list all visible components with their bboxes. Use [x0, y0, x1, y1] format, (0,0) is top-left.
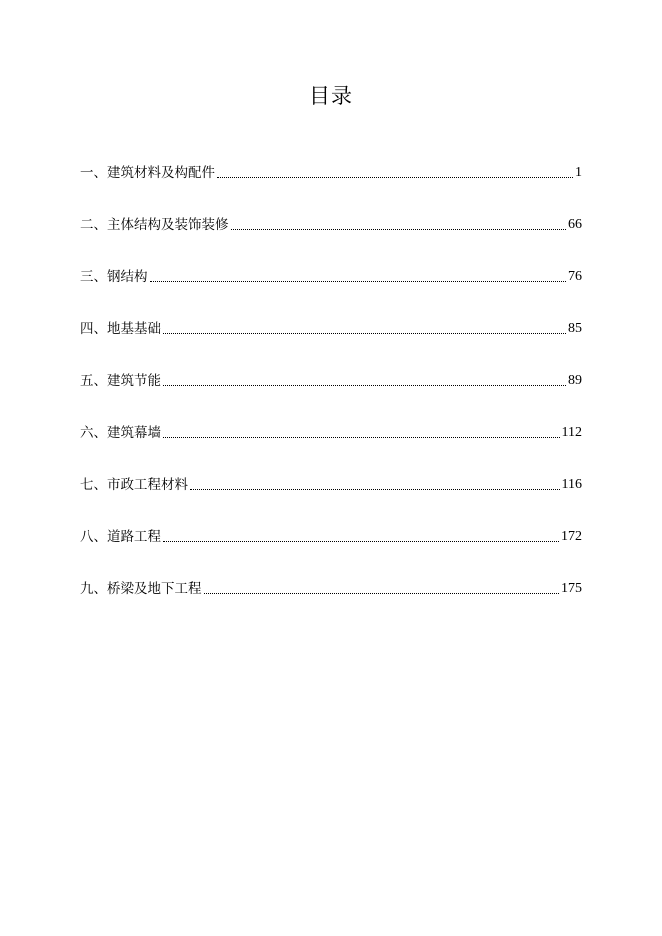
- toc-dot-leader: [204, 592, 560, 594]
- toc-page-number: 172: [561, 529, 582, 544]
- page-title: 目录: [309, 84, 353, 108]
- toc-page-number: 116: [561, 477, 582, 492]
- toc-entry-label: 二、主体结构及装饰装修: [80, 217, 229, 233]
- toc-dot-leader: [163, 384, 566, 386]
- toc-dot-leader: [150, 280, 567, 282]
- toc-page-number: 112: [561, 425, 582, 440]
- toc-entry-label: 五、建筑节能: [80, 373, 161, 389]
- toc-entry-road-engineering[interactable]: [80, 527, 582, 547]
- toc-entry-foundation[interactable]: [80, 319, 582, 339]
- toc-entry-building-materials[interactable]: [80, 163, 582, 183]
- toc-entry-label: 六、建筑幕墙: [80, 425, 161, 441]
- toc-entry-label: 一、建筑材料及构配件: [80, 165, 215, 181]
- toc-dot-leader: [190, 488, 560, 490]
- toc-entry-main-structure[interactable]: [80, 215, 582, 235]
- toc-entry-label: 三、钢结构: [80, 269, 148, 285]
- toc-dot-leader: [163, 332, 566, 334]
- toc-dot-leader: [231, 228, 567, 230]
- toc-dot-leader: [163, 540, 559, 542]
- toc-dot-leader: [217, 176, 573, 178]
- toc-page-number: 66: [568, 217, 582, 232]
- toc-entry-curtain-wall[interactable]: [80, 423, 582, 443]
- toc-dot-leader: [163, 436, 560, 438]
- toc-entry-label: 四、地基基础: [80, 321, 161, 337]
- toc-entry-label: 七、市政工程材料: [80, 477, 188, 493]
- toc-entry-label: 八、道路工程: [80, 529, 161, 545]
- toc-entry-bridge-underground[interactable]: [80, 579, 582, 599]
- toc-page-number: 76: [568, 269, 582, 284]
- toc-entry-steel-structure[interactable]: [80, 267, 582, 287]
- toc-entry-energy-saving[interactable]: [80, 371, 582, 391]
- toc-page-number: 89: [568, 373, 582, 388]
- toc-entry-label: 九、桥梁及地下工程: [80, 581, 202, 597]
- toc-entry-municipal-materials[interactable]: [80, 475, 582, 495]
- table-of-contents: [80, 163, 582, 631]
- toc-page-number: 175: [561, 581, 582, 596]
- toc-page-number: 85: [568, 321, 582, 336]
- toc-page-number: 1: [575, 165, 582, 180]
